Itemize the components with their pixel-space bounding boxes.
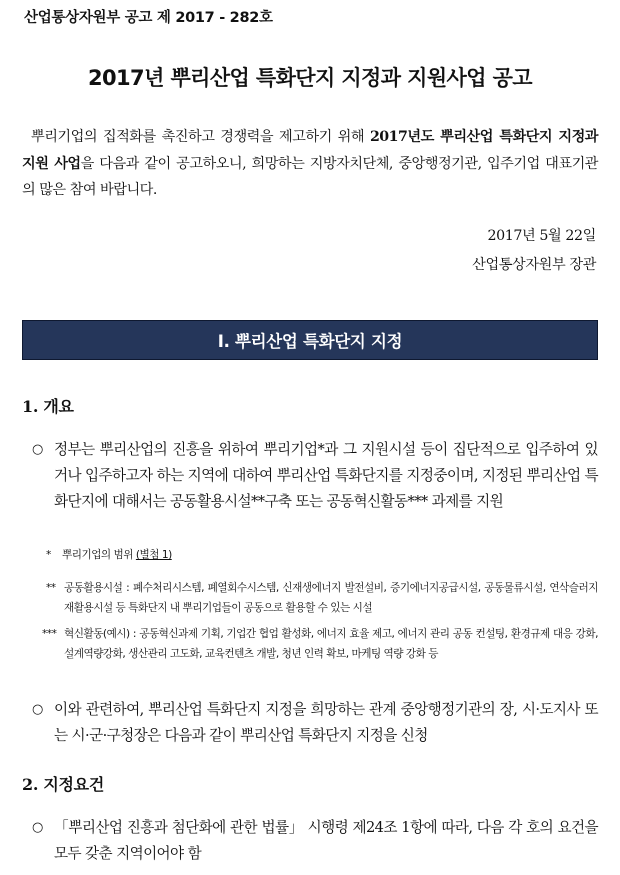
footnote-2-text: 공동활용시설 : 폐수처리시스템, 폐열회수시스템, 신재생에너지 발전설비, 증기에너지공급시설, 공동물류시설, 연삭슬러지 재활용시설 등 특화단지 내 뿌리기업들이 공동으로 활용할 수 있는 시설 — [64, 582, 598, 614]
section-header-bar — [22, 320, 598, 360]
circle-bullet-icon: ○ — [32, 820, 43, 835]
intro-text-1: 뿌리기업의 집적화를 촉진하고 경쟁력을 제고하기 위해 — [31, 129, 370, 145]
intro-bold-text: 2017년도 뿌리산업 특화단지 지정과 지원 사업 — [22, 129, 598, 172]
intro-paragraph — [22, 124, 598, 204]
page-title: 2017년 뿌리산업 특화단지 지정과 지원사업 공고 — [88, 66, 532, 90]
overview-bullet-2-text: 이와 관련하여, 뿌리산업 특화단지 지정을 희망하는 관계 중앙행정기관의 장, 시·도지사 또는 시·군·구청장은 다음과 같이 뿌리산업 특화단지 지정을 신청 — [54, 701, 598, 744]
footnote-3-text: 혁신활동(예시) : 공동혁신과제 기획, 기업간 협업 활성화, 에너지 효율 제고, 에너지 관리 공동 컨설팅, 환경규제 대응 강화, 설계역량강화, 생산관리 고도화, 교육컨텐츠 개발, 청년 인력 확보, 마케팅 역량 강화 등 — [64, 628, 598, 660]
overview-bullet-1 — [32, 437, 598, 514]
annex-reference-link[interactable]: (별첨 1) — [135, 549, 172, 561]
section-title: I. 뿌리산업 특화단지 지정 — [217, 332, 403, 351]
notice-number: 산업통상자원부 공고 제 2017 - 282호 — [24, 10, 273, 26]
footnote-3 — [42, 624, 598, 664]
issuer: 산업통상자원부 장관 — [472, 257, 596, 273]
notice-date: 2017년 5월 22일 — [487, 228, 596, 244]
footnote-1 — [46, 545, 598, 565]
overview-heading: 1. 개요 — [22, 397, 74, 416]
footnote-mark: *** — [42, 628, 57, 640]
overview-bullet-2 — [32, 697, 598, 749]
requirements-heading: 2. 지정요건 — [22, 775, 104, 794]
footnote-2 — [46, 578, 598, 618]
signature-block — [472, 222, 596, 280]
circle-bullet-icon: ○ — [32, 702, 43, 717]
requirements-bullet-1-text: 「뿌리산업 진흥과 첨단화에 관한 법률」 시행령 제24조 1항에 따라, 다음 각 호의 요건을 모두 갖춘 지역이어야 함 — [54, 819, 598, 862]
circle-bullet-icon: ○ — [32, 442, 43, 457]
footnote-1-text: 뿌리기업의 범위 — [62, 549, 136, 561]
footnote-mark: * — [46, 549, 51, 561]
footnote-mark: ** — [46, 582, 56, 594]
requirements-bullet-1 — [32, 815, 598, 867]
overview-bullet-1-text: 정부는 뿌리산업의 진흥을 위하여 뿌리기업*과 그 지원시설 등이 집단적으로 입주하여 있거나 입주하고자 하는 지역에 대하여 뿌리산업 특화단지를 지정중이며, 지정된 뿌리산업 특화단지에 대해서는 공동활용시설**구축 또는 공동혁신활동*** 과제를 지원 — [54, 441, 598, 510]
intro-text-2: 을 다음과 같이 공고하오니, 희망하는 지방자치단체, 중앙행정기관, 입주기업 대표기관의 많은 참여 바랍니다. — [22, 155, 599, 198]
